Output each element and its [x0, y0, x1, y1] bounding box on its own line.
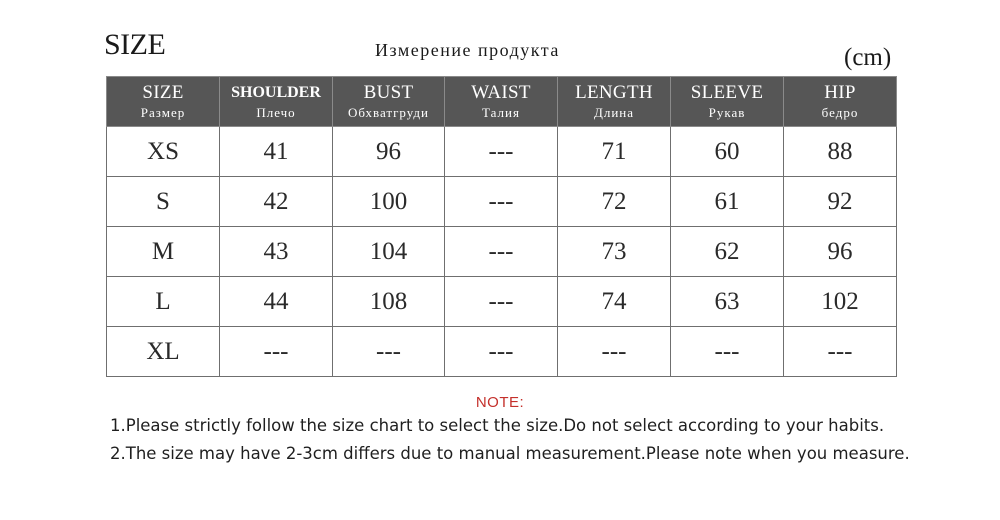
column-header-hip — [784, 77, 897, 127]
table-cell: 72 — [558, 177, 671, 227]
table-cell: 104 — [333, 227, 445, 277]
column-header-ru: Талия — [482, 104, 520, 120]
size-title: SIZE — [104, 28, 166, 61]
table-cell: 102 — [784, 277, 897, 327]
table-cell: --- — [445, 177, 558, 227]
table-cell: 43 — [220, 227, 333, 277]
table-cell: 96 — [333, 127, 445, 177]
table-cell: 63 — [671, 277, 784, 327]
column-header-en: LENGTH — [575, 81, 653, 103]
column-header-ru: Обхватгруди — [347, 104, 429, 120]
table-cell: 42 — [220, 177, 333, 227]
column-header-length — [558, 77, 671, 127]
column-header-sleeve — [671, 77, 784, 127]
table-row — [107, 327, 897, 377]
table-cell: 96 — [784, 227, 897, 277]
column-header-size — [107, 77, 220, 127]
size-chart-table — [106, 76, 897, 377]
header-row — [107, 77, 897, 127]
column-header-ru: Размер — [140, 104, 186, 120]
table-cell: S — [107, 177, 220, 227]
column-header-ru: Плечо — [256, 104, 296, 120]
table-row — [107, 177, 897, 227]
column-header-ru: Рукав — [708, 104, 746, 120]
column-header-ru: бедро — [821, 104, 859, 120]
table-cell: --- — [671, 327, 784, 377]
table-cell: --- — [333, 327, 445, 377]
column-header-en: BUST — [363, 81, 414, 103]
table-cell: 62 — [671, 227, 784, 277]
column-header-en: SIZE — [142, 81, 184, 103]
table-cell: 88 — [784, 127, 897, 177]
chart-subtitle: Измерение продукта — [375, 40, 560, 60]
column-header-ru: Длина — [593, 104, 635, 120]
table-cell: 108 — [333, 277, 445, 327]
note-line: 2.The size may have 2-3cm differs due to manual measurement.Please note when you measure. — [110, 444, 910, 463]
table-cell: 74 — [558, 277, 671, 327]
table-cell: M — [107, 227, 220, 277]
table-row — [107, 127, 897, 177]
column-header-bust — [333, 77, 445, 127]
table-cell: --- — [445, 127, 558, 177]
table-cell: --- — [784, 327, 897, 377]
table-cell: 60 — [671, 127, 784, 177]
table-cell: --- — [445, 227, 558, 277]
table-cell: 73 — [558, 227, 671, 277]
table-cell: --- — [445, 327, 558, 377]
note-line: 1.Please strictly follow the size chart to select the size.Do not select according to your habits. — [110, 416, 885, 435]
unit-label: (cm) — [844, 44, 892, 71]
table-cell: L — [107, 277, 220, 327]
table-cell: --- — [558, 327, 671, 377]
column-header-en: HIP — [824, 81, 856, 103]
table-cell: 41 — [220, 127, 333, 177]
table-row — [107, 227, 897, 277]
note-title: NOTE: — [475, 394, 525, 411]
column-header-waist — [445, 77, 558, 127]
table-cell: XS — [107, 127, 220, 177]
table-cell: 44 — [220, 277, 333, 327]
table-cell: --- — [220, 327, 333, 377]
table-cell: XL — [107, 327, 220, 377]
column-header-en: SHOULDER — [231, 83, 321, 101]
table-cell: --- — [445, 277, 558, 327]
table-cell: 61 — [671, 177, 784, 227]
table-cell: 92 — [784, 177, 897, 227]
table-cell: 71 — [558, 127, 671, 177]
column-header-en: WAIST — [471, 81, 531, 103]
column-header-shoulder — [220, 77, 333, 127]
table-cell: 100 — [333, 177, 445, 227]
table-row — [107, 277, 897, 327]
column-header-en: SLEEVE — [690, 81, 764, 103]
